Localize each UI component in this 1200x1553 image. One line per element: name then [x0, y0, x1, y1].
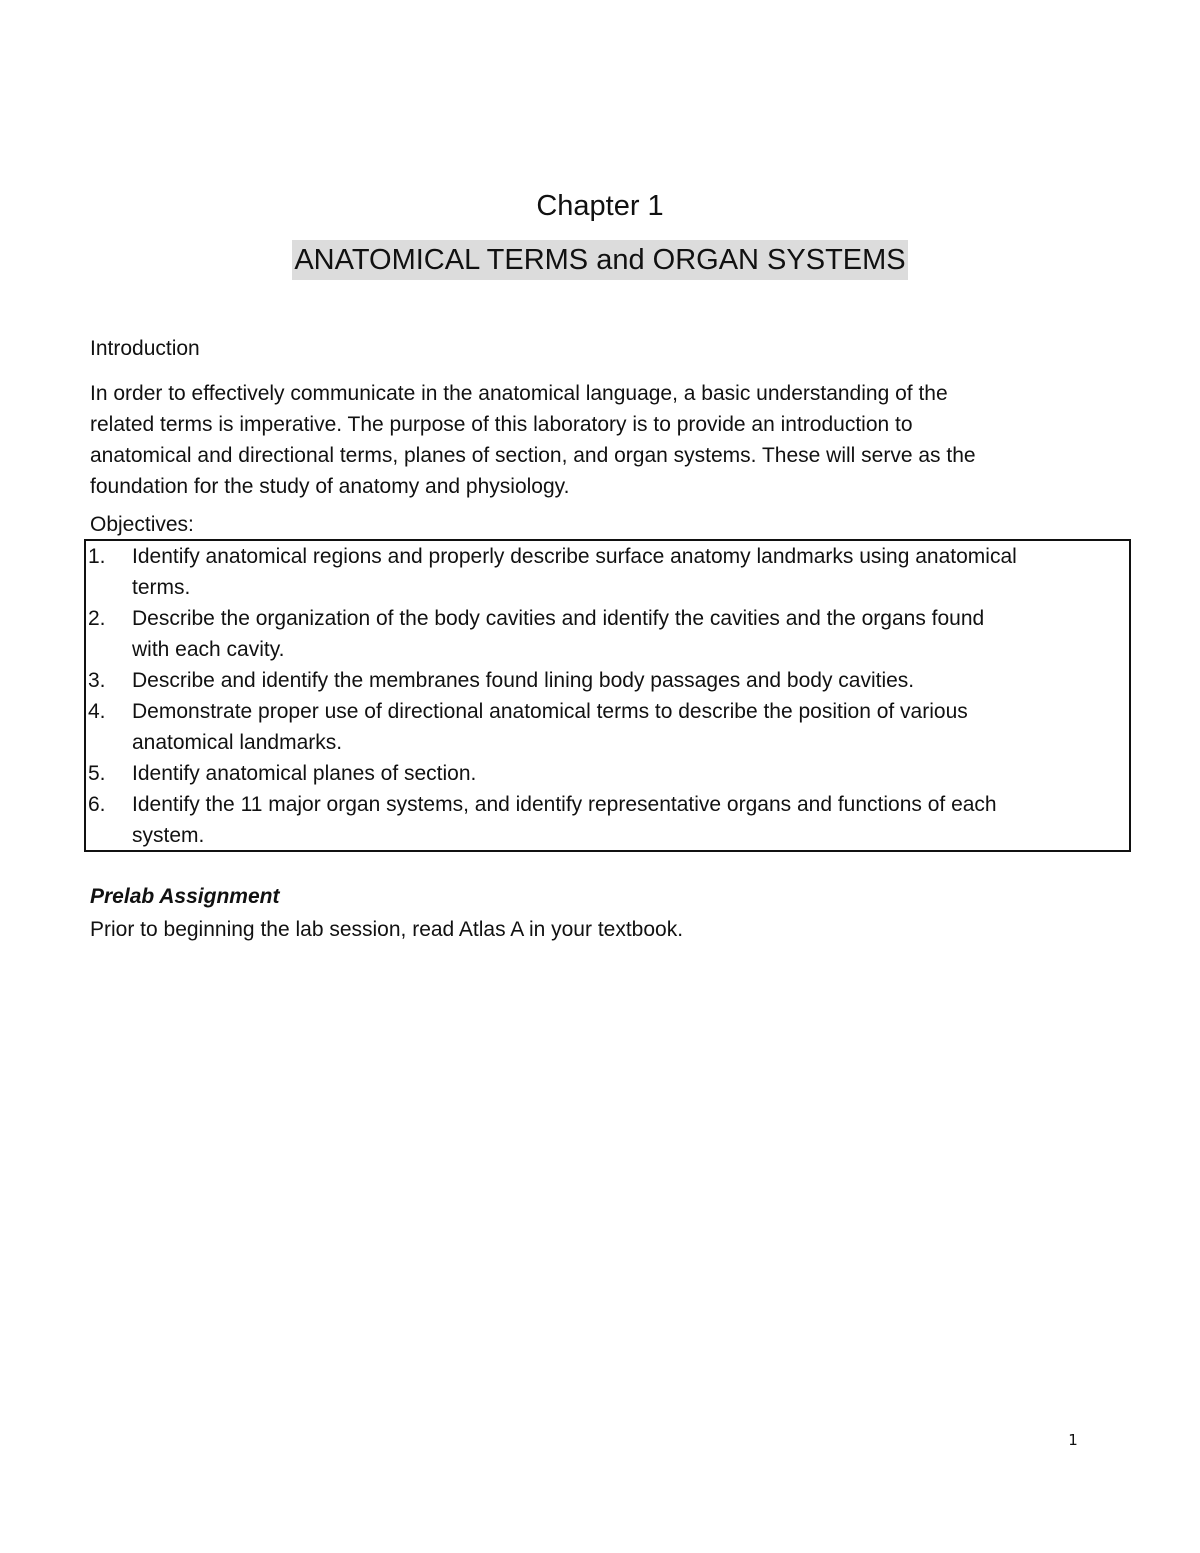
objective-line: Describe and identify the membranes found lining body passages and body cavities.: [132, 669, 915, 692]
objective-line: terms.: [132, 576, 191, 599]
objective-line: anatomical landmarks.: [132, 731, 343, 754]
page-number: 1: [1068, 1431, 1078, 1449]
objective-line: system.: [132, 824, 205, 847]
title-wrapper: [0, 240, 1200, 280]
introduction-heading: Introduction: [90, 337, 200, 360]
objective-item: [88, 758, 1128, 789]
objective-number: 1.: [88, 545, 106, 568]
objective-number: 3.: [88, 669, 106, 692]
objective-number: 4.: [88, 700, 106, 723]
objective-line: Identify anatomical planes of section.: [132, 762, 477, 785]
prelab-heading: Prelab Assignment: [90, 885, 280, 908]
objective-line: Identify anatomical regions and properly describe surface anatomy landmarks using anatomical: [132, 545, 1017, 568]
chapter-label: Chapter 1: [536, 190, 664, 222]
objective-item: [88, 665, 1128, 696]
objective-item: [88, 541, 1128, 603]
objectives-list: [88, 541, 1128, 851]
introduction-line: In order to effectively communicate in the anatomical language, a basic understanding of the: [90, 382, 948, 405]
chapter-title: ANATOMICAL TERMS and ORGAN SYSTEMS: [292, 240, 907, 280]
objective-number: 6.: [88, 793, 106, 816]
objective-line: with each cavity.: [132, 638, 285, 661]
introduction-paragraph: [90, 378, 1100, 502]
prelab-text: Prior to beginning the lab session, read Atlas A in your textbook.: [90, 918, 684, 941]
objective-item: [88, 603, 1128, 665]
objectives-heading: Objectives:: [90, 513, 194, 536]
introduction-line: anatomical and directional terms, planes of section, and organ systems. These will serve as the: [90, 444, 976, 467]
objective-item: [88, 789, 1128, 851]
objective-number: 5.: [88, 762, 106, 785]
introduction-line: foundation for the study of anatomy and physiology.: [90, 475, 570, 498]
objective-line: Identify the 11 major organ systems, and identify representative organs and functions of each: [132, 793, 997, 816]
objective-item: [88, 696, 1128, 758]
objective-number: 2.: [88, 607, 106, 630]
introduction-line: related terms is imperative. The purpose of this laboratory is to provide an introduction to: [90, 413, 913, 436]
objective-line: Describe the organization of the body cavities and identify the cavities and the organs found: [132, 607, 985, 630]
objective-line: Demonstrate proper use of directional anatomical terms to describe the position of various: [132, 700, 968, 723]
